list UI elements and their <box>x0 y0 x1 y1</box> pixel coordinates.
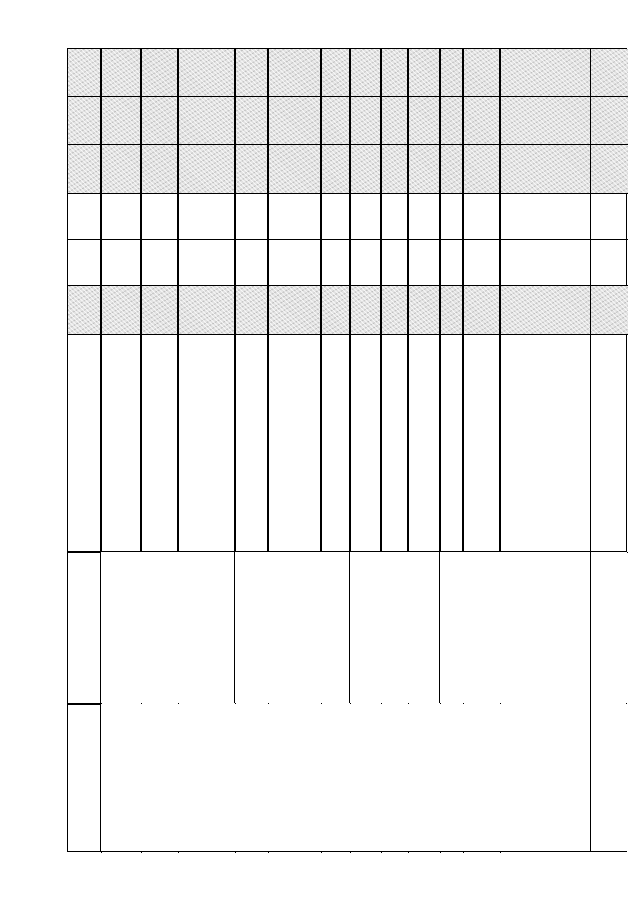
row-divider <box>320 48 321 552</box>
table-content <box>67 48 627 852</box>
column-divider <box>67 703 100 704</box>
row-divider <box>499 48 500 552</box>
group-column <box>101 552 627 703</box>
row-divider <box>177 48 178 552</box>
group-divider <box>349 552 350 703</box>
row-divider <box>462 48 463 552</box>
column-divider <box>67 551 627 552</box>
row-divider <box>380 48 381 552</box>
row-divider <box>140 48 141 552</box>
row-divider <box>407 48 408 552</box>
group-divider <box>234 552 235 703</box>
championship-cell <box>101 704 627 851</box>
row-divider <box>234 48 235 552</box>
row-divider <box>590 48 591 852</box>
group-divider <box>439 552 440 703</box>
row-divider <box>100 48 101 852</box>
row-divider <box>439 48 440 552</box>
row-divider <box>267 48 268 552</box>
row-divider <box>349 48 350 552</box>
